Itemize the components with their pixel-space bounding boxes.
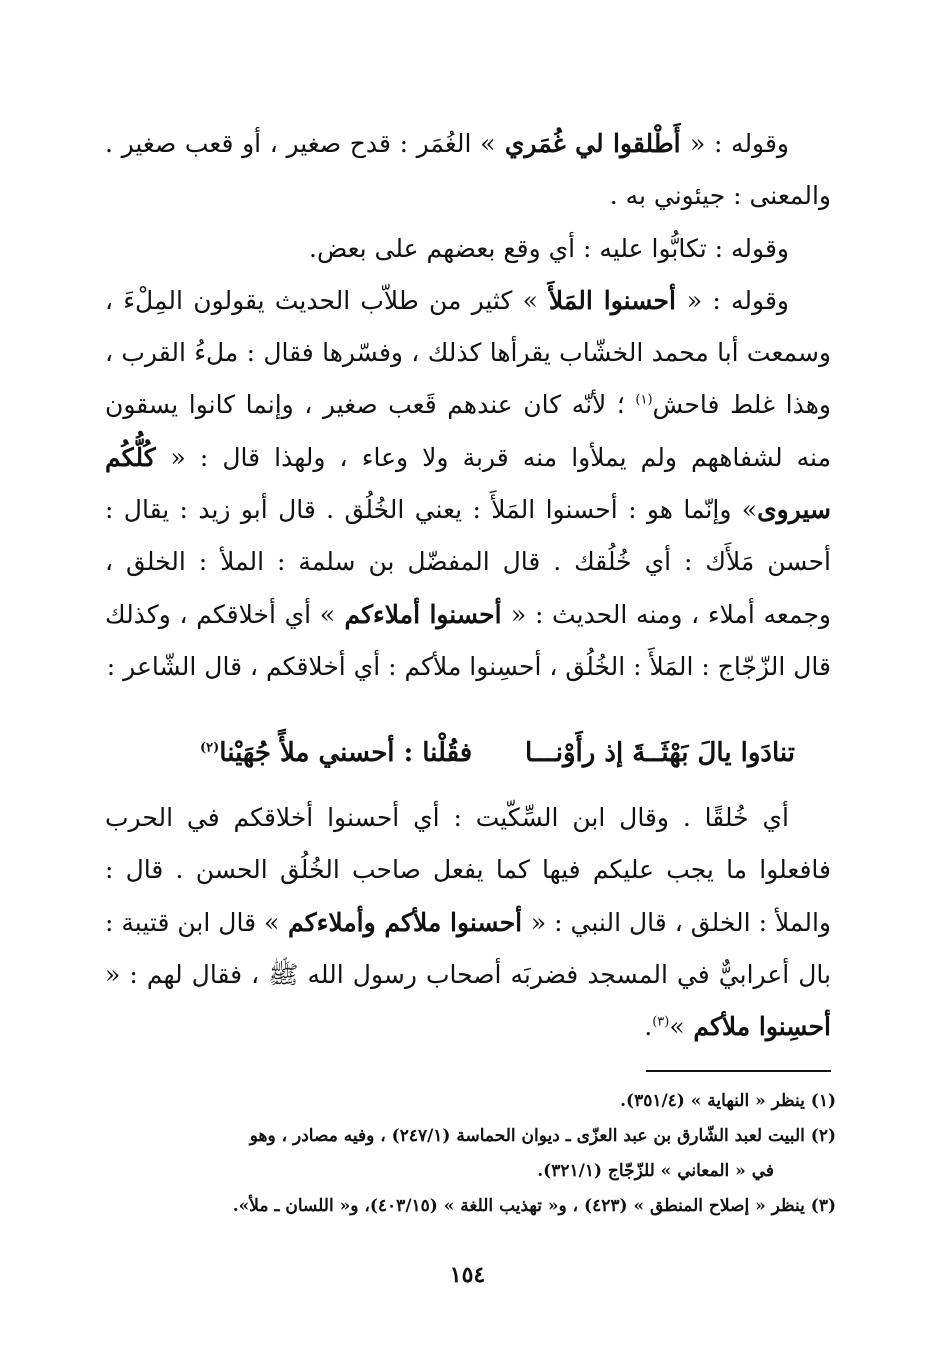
text-run: ؛ لأنّه كان عندهم قَعب صغير ، وإنما كانوا يسقون منه لشفاههم ولم يملأوا منه قربة ولا وعاء ، ولهذا قال : «	[105, 390, 831, 472]
paragraph-1	[105, 118, 831, 223]
poetry-verse	[200, 733, 795, 773]
footnote-1: (١) ينظر « النهاية » (٣٥١/٤).	[620, 1091, 836, 1111]
text-run: » قال ابن قتيبة : بال أعرابيٌّ في المسجد فضربَه أصحاب رسول الله ﷺ ، فقال لهم : «	[105, 907, 831, 989]
text-run: » كثير من طلاّب الحديث يقولون المِلْءَ ، وسمعت أبا محمد الخشّاب يقرأها كذلك ، وفسّرها فقال : ملءُ القرب ، وهذا غلط فاحش	[105, 285, 831, 420]
text-run: وقوله : «	[690, 129, 789, 158]
text-run: أي خُلقًا . وقال ابن السِّكّيت : أي أحسنوا أخلاقكم في الحرب فافعلوا ما يجب عليكم فيها كما يفعل صاحب الخُلُق الحسن . قال : والملأ : الخلق ، قال النبي : «	[105, 803, 831, 937]
footnote-marker: (١)	[635, 393, 653, 409]
paragraph-2	[105, 223, 831, 275]
text-run: »	[669, 1012, 685, 1042]
text-run: » أي أخلاقكم ، وكذلك قال الزّجّاج : المَلأَ : الخُلُق ، أحسِنوا ملأكم : أي أخلاقكم ، قال الشّاعر :	[105, 599, 831, 681]
footnote-marker: (٣)	[652, 1014, 670, 1030]
hadith-quote: أَطْلقوا لي غُمَري	[495, 129, 691, 158]
footnotes	[105, 1084, 836, 1224]
paragraph-3	[105, 275, 831, 693]
footnote-3: (٣) ينظر « إصلاح المنطق » (٤٢٣) ، و« تهذيب اللغة » (٤٠٣/١٥)، و« اللسان ـ ملأ».	[232, 1196, 836, 1216]
main-text	[105, 118, 831, 693]
text-run: وقوله : «	[686, 285, 789, 315]
hadith-quote: أحسِنوا ملأكم	[684, 1012, 831, 1042]
hadith-quote: أحسنوا أملاءكم	[335, 599, 511, 629]
hadith-quote: كُلُّكُم سيروى	[105, 442, 831, 525]
footnote-divider	[646, 1070, 831, 1072]
verse-first-hemistich: تنادَوا يالَ بَهْثَــةَ إذ رأَوْنـــا	[524, 738, 795, 768]
paragraph-4	[105, 792, 831, 1053]
text-run: » وإنّما هو : أحسنوا المَلأَ : يعني الخُلُق . قال أبو زيد : يقال : أحسن مَلأَك : أي خُلُقك . قال المفضّل بن سلمة : الملأ : الخلق ، وجمعه أملاء ، ومنه الحديث : «	[105, 495, 831, 629]
footnote-2-continued: في « المعاني » للزّجّاج (٣٢١/١).	[537, 1161, 774, 1181]
verse-second-hemistich-wrap	[200, 733, 472, 773]
footnote-marker: (٢)	[200, 740, 220, 756]
footnote-2: (٢) البيت لعبد الشّارق بن عبد العزّى ـ ديوان الحماسة (٢٤٧/١) ، وفيه مصادر ، وهو	[249, 1126, 836, 1146]
hadith-quote: أحسنوا المَلأَ	[537, 285, 687, 315]
verse-second-hemistich: فقُلْنا : أحسني ملأً جُهَيْنا	[219, 738, 473, 768]
text-run: .	[644, 1012, 653, 1042]
page-number: ١٥٤	[449, 1262, 486, 1288]
text-run: » الغُمَر : قدح صغير ، أو قعب صغير . والمعنى : جيئوني به .	[105, 129, 831, 211]
hadith-quote: أحسنوا ملأكم وأملاءكم	[279, 907, 531, 937]
text-run: وقوله : تكابُّوا عليه : أي وقع بعضهم على بعض.	[309, 233, 789, 263]
